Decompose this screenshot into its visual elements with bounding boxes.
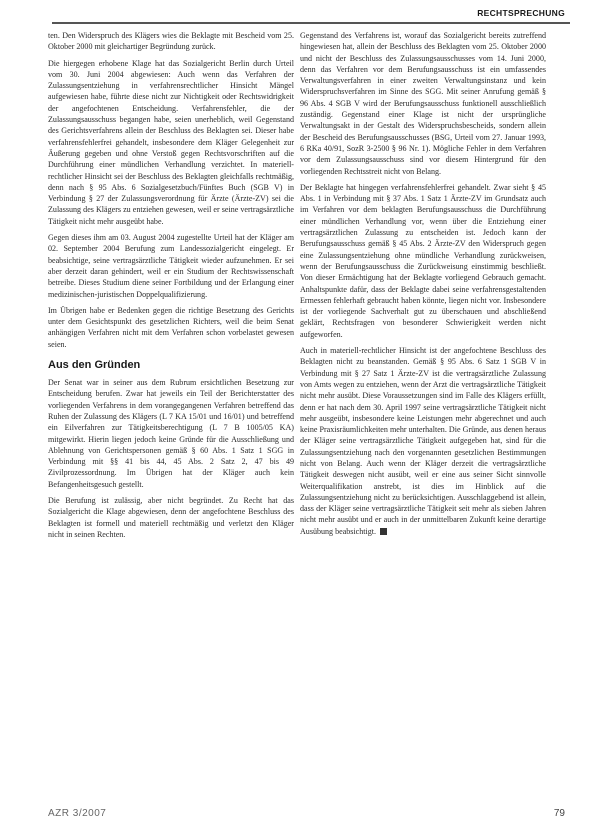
paragraph-final (300, 345, 546, 537)
paragraph: ten. Den Widerspruch des Klägers wies die Beklagte mit Bescheid vom 25. Oktober 2000 mit gleichartiger Begründung zurück. (48, 31, 294, 52)
paragraph: Der Senat war in seiner aus dem Rubrum ersichtlichen Besetzung zur Entscheidung berufen. Zwar hat jeweils ein Teil der Berichterstatter des vorliegenden Verfahrens in dem vorangegangenen Verfahren betreffend das Ruhen der Zulassung des Klägers (L 7 KA 15/01 und 16/01) und betreffend ein Eilverfahren zur Tätigkeitsberechtigung (L 7 B 1005/05 KA) mitgewirkt. Hierin liegen jedoch keine Gründe für die Ausschließung und Ablehnung von Gerichtspersonen gemäß § 60 Abs. 1 Satz 1 SGG in Verbindung mit §§ 41 bis 44, 45 Abs. 2 Satz 2, 47 bis 49 Zivilprozessordnung. Im Übrigen hat der Kläger auch kein Befangenheitsgesuch gestellt. (48, 378, 294, 489)
journal-issue: AZR 3/2007 (48, 808, 107, 819)
paragraph: Im Übrigen habe er Bedenken gegen die richtige Besetzung des Gerichts unter dem Gesichtspunkt des gesetzlichen Richters, weil die beim Senat anhängigen Verfahren nicht mit dem Verfahren schon vorbelastet gewesen seien. (48, 305, 294, 349)
header-divider (52, 22, 570, 24)
paragraph: Die hiergegen erhobene Klage hat das Sozialgericht Berlin durch Urteil vom 30. Juni 2004 abgewiesen: Auch wenn das Verfahren der Zulassungsentziehung in verfahrensrechtlicher Hinsicht Mängel aufgewiesen habe, führte diese nicht zur Nichtigkeit oder Rechtswidrigkeit der angefochtenen Entscheidung. Verfahrensfehler, die der Zulassungsausschuss begangen habe, seien unerheblich, weil Gegenstand des Gerichtsverfahrens allein der Beschluss des Beklagten sei. Dieser habe verfahrensfehlerfrei gehandelt, insbesondere dem Kläger Gelegenheit zur Äußerung gegeben und ohne Verstoß gegen Rechtsvorschriften auf die Durchführung einer mündlichen Verhandlung verzichtet. In materiell-rechtlicher Hinsicht sei der Beschluss des Beklagten gleichfalls rechtmäßig, denn nach § 95 Abs. 6 Sozialgesetzbuch/Fünftes Buch (SGB V) in Verbindung § 27 der Zulassungsverordnung für Ärzte (Ärzte-ZV) sei die Zulassung des Klägers zu entziehen gewesen, weil er seine vertragsärztliche Tätigkeit nicht mehr ausgeübt habe. (48, 58, 294, 226)
paragraph: Gegen dieses ihm am 03. August 2004 zugestellte Urteil hat der Kläger am 02. September 2004 Berufung zum Landessozialgericht eingelegt. Er beabsichtige, seine vertragsärztliche Tätigkeit wieder aufzunehmen. Er sei aber derzeit daran gehindert, weil er ein Studium der Rechtswissenschaft betreibe. Dieses Studium diene seiner Fortbildung und der Erlangung einer medizinischen-juristischen Doppelqualifizierung. (48, 233, 294, 299)
section-heading: Aus den Gründen (48, 359, 141, 372)
paragraph-text: Auch in materiell-rechtlicher Hinsicht ist der angefochtene Beschluss des Beklagten nicht zu beanstanden. Gemäß § 95 Abs. 6 Satz 1 SGB V in Verbindung mit § 27 Satz 1 Ärzte-ZV ist die vertragsärztliche Zulassung von Amts wegen zu entziehen, wenn der Arzt die vertragsärztliche Tätigkeit nicht mehr ausübt. Diese Voraussetzungen sind im Falle des Klägers erfüllt, denn er hat nach dem 30. April 1997 seine vertragsärztliche Tätigkeit nicht mehr ausgeübt, insbesondere keine Leistungen mehr abgerechnet und auch keine Praxisräumlichkeiten mehr unterhalten. Die Gründe, aus denen heraus der Kläger seine vertragsärztliche Tätigkeit aufgegeben hat, sind für die Zulassungsentziehung nach den vorgenannten gesetzlichen Bestimmungen nicht von Belang. Auch wenn der Kläger derzeit die vertragsärztliche Tätigkeit deswegen nicht ausübt, weil er eine aus seiner Sicht sinnvolle Weiterqualifikation anstrebt, ist dies im Hinblick auf die Zulassungsentziehung nicht zu berücksichtigen. Ausschlaggebend ist allein, dass der Kläger seine vertragsärztliche Tätigkeit seit mehr als sieben Jahren nicht mehr ausübt und er auch in der unmittelbaren Zukunft keine derartige Ausübung beabsichtigt. (300, 346, 546, 536)
paragraph: Der Beklagte hat hingegen verfahrensfehlerfrei gehandelt. Zwar sieht § 45 Abs. 1 in Verbindung mit § 37 Abs. 1 Satz 1 Ärzte-ZV im Grundsatz auch im Verfahren vor dem beklagten Berufungsausschuss die Durchführung einer mündlichen Verhandlung vor, wenn über die Entziehung einer vertragsärztlichen Zulassung zu entscheiden ist. Jedoch kann der Berufungsausschuss gemäß § 45 Abs. 2 Ärzte-ZV den Widerspruch gegen eine Zulassungsentziehung ohne mündliche Verhandlung zurückweisen, wenn der Berufungsausschuss die Zurückweisung einstimmig beschließt. Von dieser Ermächtigung hat der Beklagte vorliegend Gebrauch gemacht. Anhaltspunkte dafür, dass der Beklagte dabei seine verfahrensgestaltenden Ermessen fehlerhaft gebraucht haben könnte, liegen nicht vor. Insbesondere ist der vorliegende Sachverhalt gut zu überschauen und abschließend geklärt, Rechtsfragen von besonderer Schwierigkeit werden nicht aufgeworfen. (300, 182, 546, 339)
section-label: RECHTSPRECHUNG (477, 8, 565, 18)
end-of-article-icon (380, 528, 387, 535)
left-column (48, 30, 294, 545)
right-column (300, 30, 546, 542)
page-number: 79 (553, 808, 565, 819)
paragraph: Die Berufung ist zulässig, aber nicht begründet. Zu Recht hat das Sozialgericht die Klage abgewiesen, denn der angefochtene Beschluss des Beklagten ist formell und materiell rechtmäßig und verletzt den Kläger nicht in seinen Rechten. (48, 495, 294, 539)
paragraph: Gegenstand des Verfahrens ist, worauf das Sozialgericht bereits zutreffend hingewiesen hat, allein der Beschluss des Beklagten vom 25. Oktober 2000 und nicht der Beschluss des Zulassungsausschusses vom 14. Juni 2000, denn das Verfahren vor dem Berufungsausschuss ist ein umfassendes Verwaltungsverfahren in einer zweiten Verwaltungsinstanz und kein Widerspruchsverfahren im Sinne des SGG. Mit seiner Anrufung gemäß § 96 Abs. 4 SGB V wird der Berufungsausschuss funktionell ausschließlich zuständig. Gegenstand einer Klage ist nicht der ursprüngliche Verwaltungsakt in der Gestalt des Widerspruchsbescheids, sondern allein der Bescheid des Berufungsausschusses (BSG, Urteil vom 27. Januar 1993, 6 RKa 40/91, SozR 3-2500 § 96 Nr. 1). Mögliche Fehler in dem Verfahren vor dem Zulassungsausschuss sind vor diesem Hintergrund für den vorliegenden Rechtsstreit nicht von Belang. (300, 31, 546, 176)
